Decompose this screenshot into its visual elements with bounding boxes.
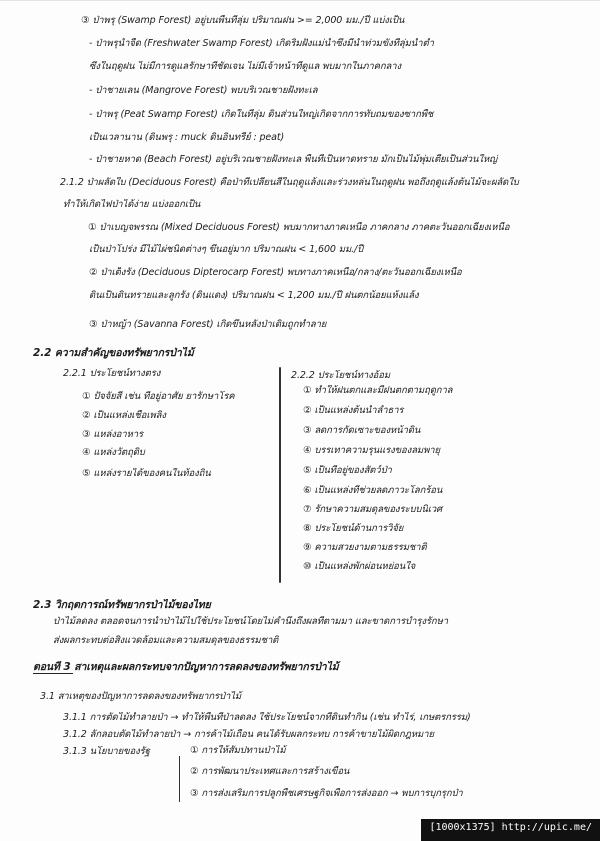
- list-item: ② การพัฒนาประเทศและการสร้างเขื่อน: [190, 766, 350, 777]
- subsection-heading: 2.2.1 ประโยชน์ทางตรง: [63, 368, 161, 379]
- list-item: ① ทำให้ฝนตกและมีฝนตกตามฤดูกาล: [303, 385, 453, 396]
- note-line: - ป่าพรุน้ำจืด (Freshwater Swamp Forest) เกิดริมฝั่งแม่น้ำซึ่งมีน้ำท่วมขังที่ลุ่มน้ำต่ำ: [89, 38, 434, 49]
- list-item: ⑨ ความสวยงามตามธรรมชาติ: [303, 542, 427, 553]
- part-heading: ตอนที่ 3 สาเหตุและผลกระทบจากปัญหาการลดลงของทรัพยากรป่าไม้: [33, 661, 339, 673]
- note-line: ① ป่าเบญจพรรณ (Mixed Deciduous Forest) พบมากทางภาคเหนือ ภาคกลาง ภาคตะวันออกเฉียงเหนือ: [88, 222, 510, 233]
- note-line: - ป่าพรุ (Peat Swamp Forest) เกิดในที่ลุ่ม ดินส่วนใหญ่เกิดจากการทับถมของซากพืช: [89, 109, 434, 120]
- note-line: ป่าไม้ลดลง ตลอดจนการนำป่าไม้ไปใช้ประโยชน์โดยไม่คำนึงถึงผลที่ตามมา และขาดการบำรุงรักษา: [53, 616, 448, 627]
- brace-bracket: [179, 756, 188, 802]
- note-line: - ป่าชายเลน (Mangrove Forest) พบบริเวณชายฝั่งทะเล: [89, 85, 318, 96]
- subsection-heading: 2.2.2 ประโยชน์ทางอ้อม: [291, 370, 391, 381]
- list-item: ② เป็นแหล่งเชื้อเพลิง: [82, 410, 166, 421]
- note-line: 3.1.3 นโยบายของรัฐ: [63, 746, 150, 757]
- list-item: ③ แหล่งอาหาร: [82, 429, 144, 440]
- note-line: ③ ป่าพรุ (Swamp Forest) อยู่บนพื้นที่ลุ่ม ปริมาณฝน >= 2,000 มม./ปี แบ่งเป็น: [81, 15, 405, 26]
- note-line: 3.1.1 การตัดไม้ทำลายป่า → ทำให้พื้นที่ป่าลดลง ใช้ประโยชน์จากที่ดินทำกิน (เช่น ทำไร่, เกษตรกรรม): [63, 712, 471, 723]
- note-line: ส่งผลกระทบต่อสิ่งแวดล้อมและความสมดุลของธรรมชาติ: [53, 635, 279, 646]
- note-line: เป็นเวลานาน (ดินพรุ : muck ดินอินทรีย์ : peat): [89, 132, 285, 143]
- list-item: ① การให้สัมปทานป่าไม้: [190, 745, 286, 756]
- section-heading: 2.3 วิกฤตการณ์ทรัพยากรป่าไม้ของไทย: [33, 599, 211, 611]
- note-line: ซึ่งในฤดูฝน ไม่มีการดูแลรักษาที่ชัดเจน ไม่มีเจ้าหน้าที่ดูแล พบมากในภาคกลาง: [89, 61, 401, 72]
- list-item: ⑦ รักษาความสมดุลของระบบนิเวศ: [303, 504, 443, 515]
- list-item: ⑧ ประโยชน์ด้านการวิจัย: [303, 523, 404, 534]
- list-item: ④ บรรเทาความรุนแรงของลมพายุ: [303, 445, 440, 456]
- list-item: ⑤ เป็นที่อยู่ของสัตว์ป่า: [303, 465, 392, 476]
- note-line: ทำให้เกิดไฟป่าได้ง่าย แบ่งออกเป็น: [63, 199, 201, 210]
- note-line: เป็นป่าโปร่ง มีไม้ไผ่ชนิดต่างๆ ขึ้นอยู่มาก ปริมาณฝน < 1,600 มม./ปี: [89, 244, 364, 255]
- column-divider: [279, 367, 281, 583]
- note-line: - ป่าชายหาด (Beach Forest) อยู่บริเวณชายฝั่งทะเล พื้นที่เป็นหาดทราย มักเป็นไม้พุ่มเตี้ยเป็นส่วนใหญ่: [89, 154, 498, 165]
- note-line: 3.1.2 ลักลอบตัดไม้ทำลายป่า → การค้าไม้เถื่อน คนได้รับผลกระทบ การค้าขายไม้ผิดกฎหมาย: [63, 729, 434, 740]
- list-item: ③ การส่งเสริมการปลูกพืชเศรษฐกิจเพื่อการส่งออก → พบการบุกรุกป่า: [190, 788, 463, 799]
- list-item: ③ ลดการกัดเซาะของหน้าดิน: [303, 425, 421, 436]
- list-item: ① ปัจจัยสี่ เช่น ที่อยู่อาศัย ยารักษาโรค: [82, 391, 235, 402]
- note-line: ③ ป่าหญ้า (Savanna Forest) เกิดขึ้นหลังป่าเดิมถูกทำลาย: [89, 319, 327, 330]
- image-watermark: [1000x1375] http://upic.me/: [421, 819, 600, 841]
- note-line: ดินเป็นดินทรายและลูกรัง (ดินแดง) ปริมาณฝน < 1,200 มม./ปี ฝนตกน้อยแห้งแล้ง: [89, 290, 419, 301]
- note-line: ② ป่าเต็งรัง (Deciduous Dipterocarp Forest) พบทางภาคเหนือ/กลาง/ตะวันออกเฉียงเหนือ: [89, 267, 462, 278]
- list-item: ⑥ เป็นแหล่งที่ช่วยลดภาวะโลกร้อน: [303, 485, 443, 496]
- subsection-heading: 2.1.2 ป่าผลัดใบ (Deciduous Forest) คือป่าที่เปลี่ยนสีในฤดูแล้งและร่วงหล่นในฤดูฝน พอถึงฤดูแล้งต้นไม้จะผลัดใบ: [60, 177, 519, 188]
- list-item: ② เป็นแหล่งต้นน้ำลำธาร: [303, 405, 404, 416]
- section-heading: 2.2 ความสำคัญของทรัพยากรป่าไม้: [33, 347, 194, 359]
- list-item: ⑩ เป็นแหล่งพักผ่อนหย่อนใจ: [303, 561, 416, 572]
- list-item: ⑤ แหล่งรายได้ของคนในท้องถิ่น: [82, 468, 211, 479]
- heading-underline: [33, 673, 73, 674]
- subsection-heading: 3.1 สาเหตุของปัญหาการลดลงของทรัพยากรป่าไม้: [40, 691, 242, 702]
- list-item: ④ แหล่งวัตถุดิบ: [82, 447, 145, 458]
